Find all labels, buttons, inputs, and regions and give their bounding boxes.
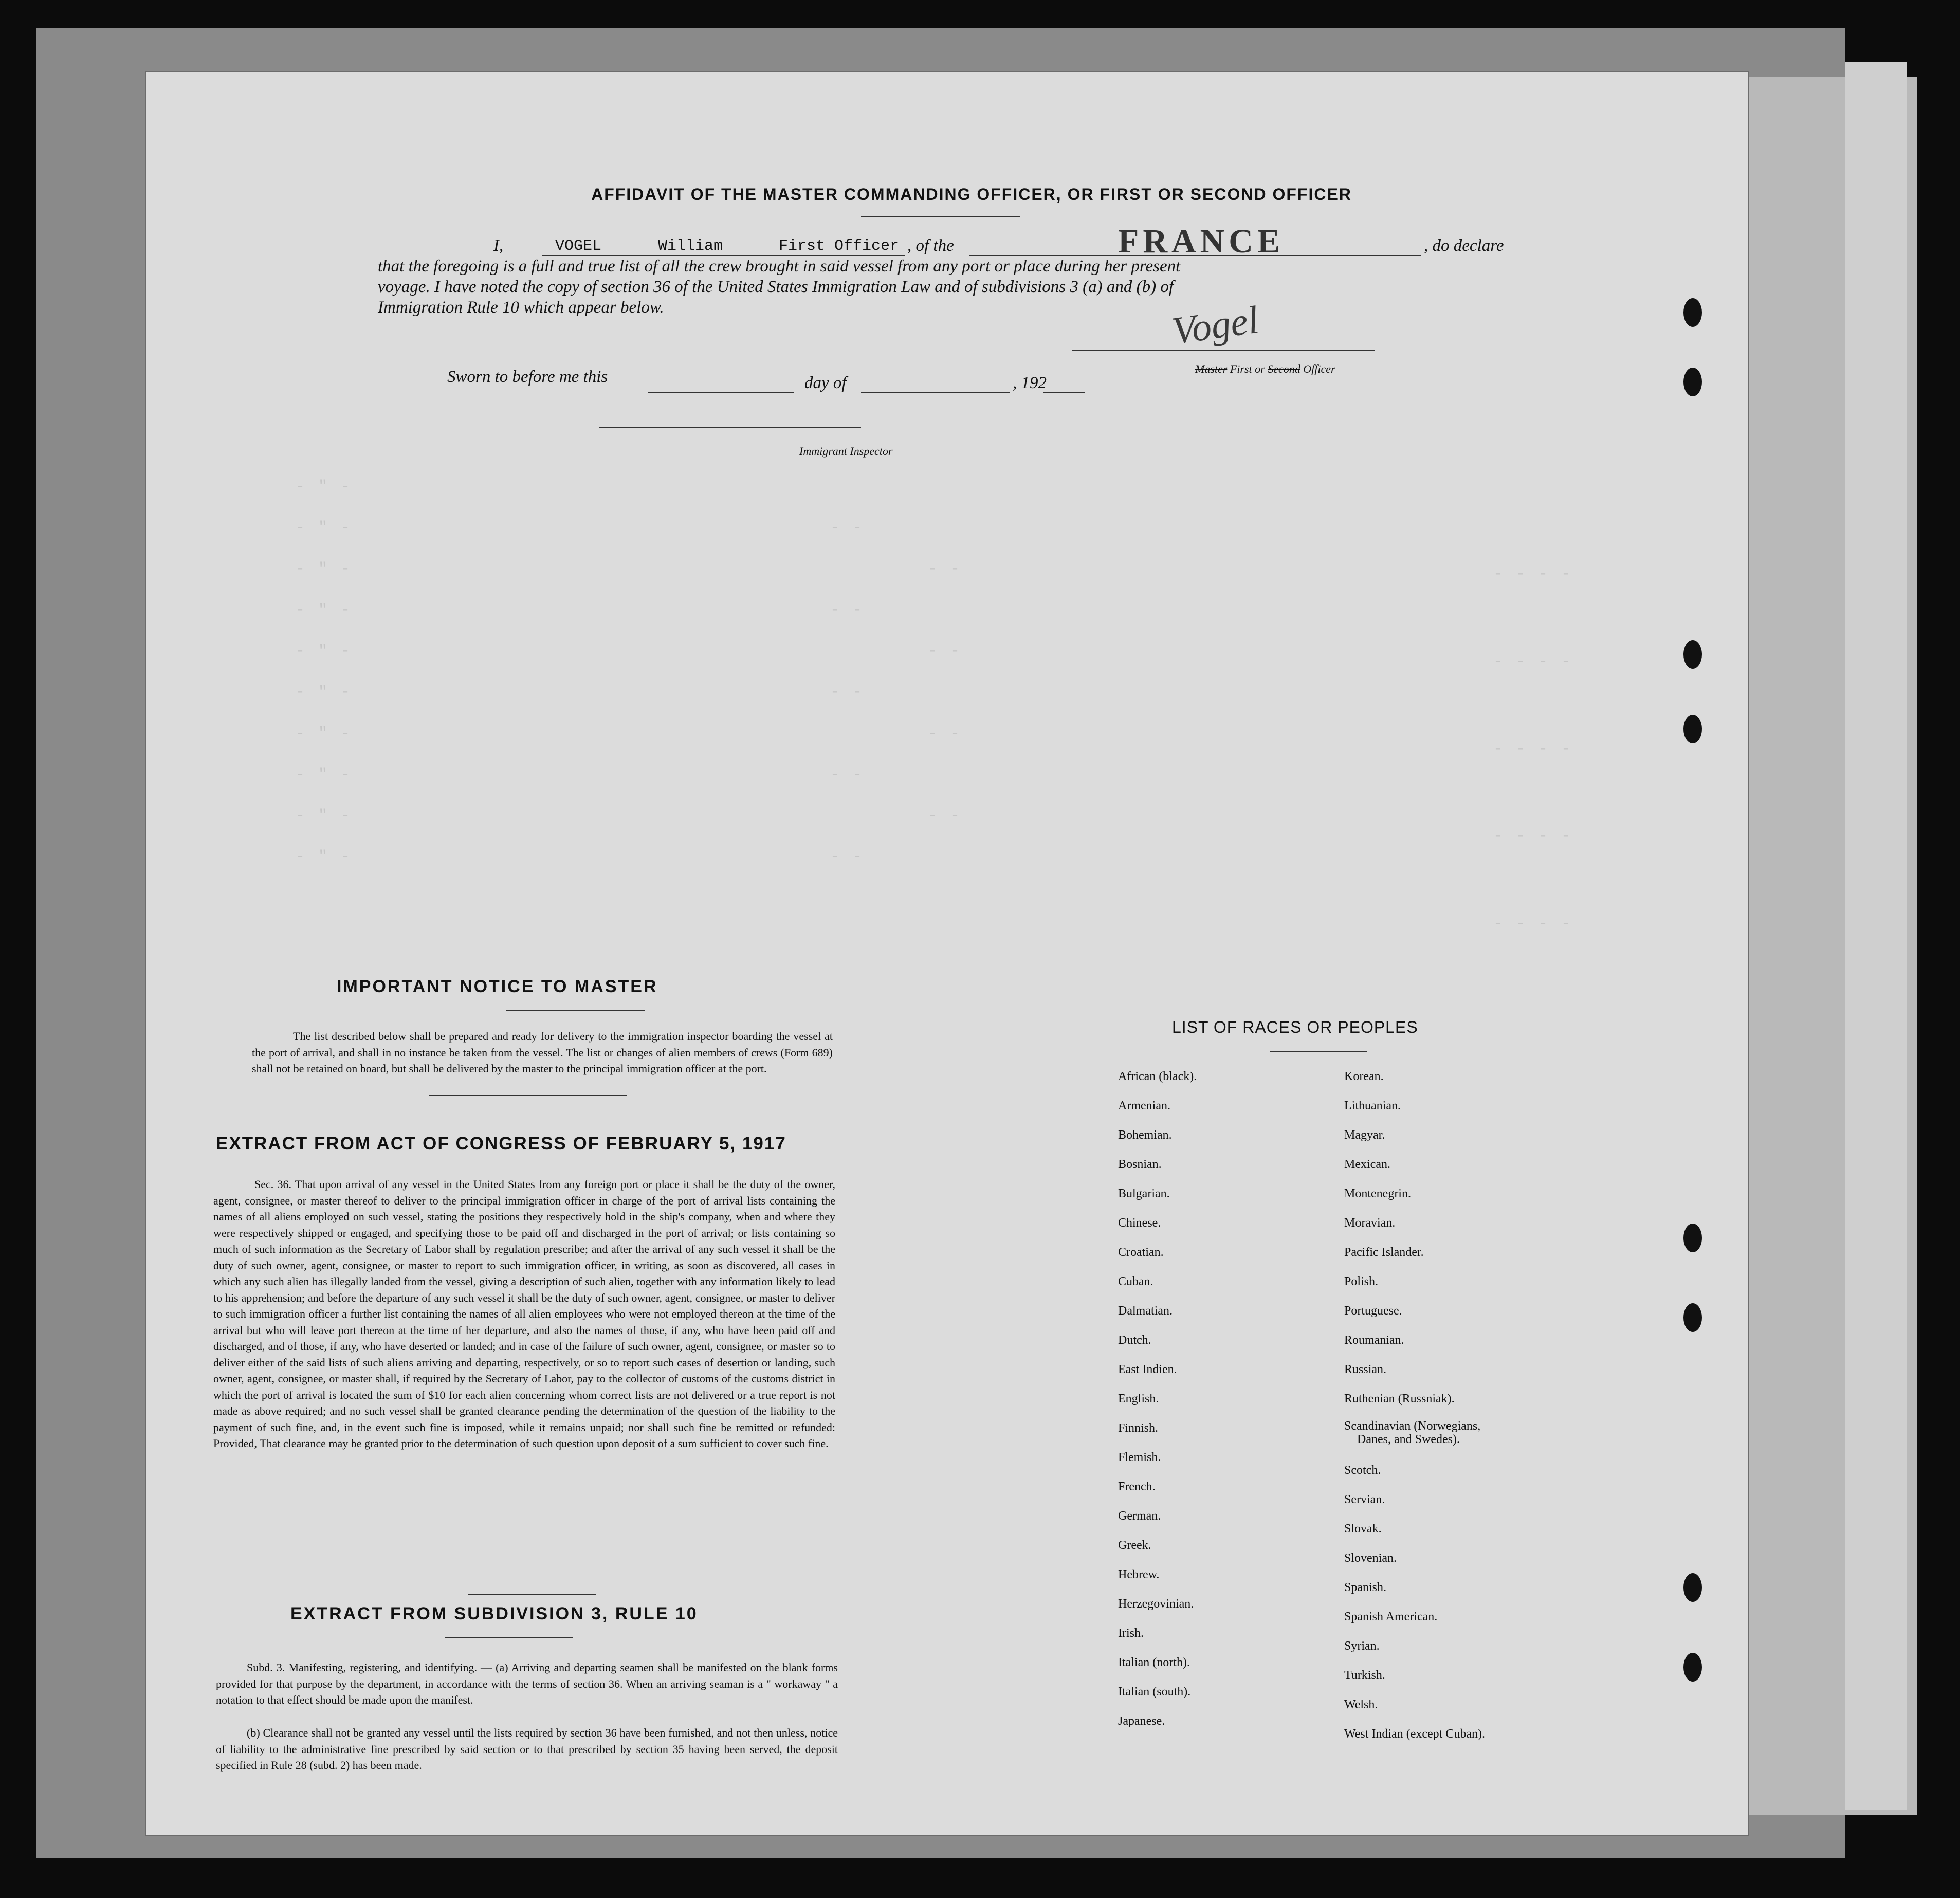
punch-hole — [1683, 368, 1702, 396]
race-item: Spanish American. — [1344, 1610, 1438, 1623]
inspector-signature-line — [599, 427, 861, 428]
sworn-year-line — [1043, 392, 1085, 393]
race-item: Hebrew. — [1118, 1568, 1160, 1581]
officer-surname: VOGEL — [555, 238, 602, 255]
notice-divider — [429, 1095, 627, 1096]
punch-hole — [1683, 1224, 1702, 1252]
race-item: Moravian. — [1344, 1216, 1396, 1230]
race-item: Chinese. — [1118, 1216, 1161, 1230]
race-item: Korean. — [1344, 1070, 1384, 1083]
race-item: German. — [1118, 1509, 1161, 1523]
name-field-line — [542, 255, 905, 256]
signature-line — [1072, 350, 1375, 351]
officer-signature: Vogel — [1169, 298, 1261, 353]
race-item: French. — [1118, 1480, 1156, 1493]
declaration-line-2: that the foregoing is a full and true list of all the crew brought in said vessel from any port or place during her present — [378, 257, 1181, 276]
title-underline — [861, 216, 1020, 217]
race-item: Dutch. — [1118, 1334, 1151, 1347]
declaration-line-3: voyage. I have noted the copy of section 36 of the United States Immigration Law and of subdivisions 3 (a) and (b) of — [378, 278, 1174, 296]
year-text: , 192 — [1013, 374, 1047, 392]
do-declare-text: , do declare — [1424, 236, 1504, 255]
vessel-field-line — [969, 255, 1421, 256]
race-item: Italian (south). — [1118, 1685, 1191, 1699]
race-item: Herzegovinian. — [1118, 1597, 1194, 1611]
race-item: Italian (north). — [1118, 1656, 1190, 1669]
punch-hole — [1683, 1303, 1702, 1332]
race-item: Finnish. — [1118, 1421, 1159, 1435]
race-item: Japanese. — [1118, 1714, 1165, 1728]
caption-officer: Officer — [1303, 362, 1335, 375]
race-item: Magyar. — [1344, 1128, 1385, 1142]
race-item: Slovak. — [1344, 1522, 1382, 1536]
notice-heading-underline — [506, 1010, 645, 1011]
race-item: Polish. — [1344, 1275, 1379, 1288]
officer-rank: First Officer — [779, 238, 900, 255]
act-divider — [468, 1594, 596, 1595]
underlying-page-edge — [1845, 62, 1907, 1810]
punch-hole — [1683, 1573, 1702, 1602]
rule10-body-b: (b) Clearance shall not be granted any vessel until the lists required by section 36 have been furnished, and not then unless, notice of liability to the administrative fine prescribed by said section or to that prescribed by section 35 having been served, the deposit specified in Rule 28 (subd. 2) has been made. — [216, 1726, 838, 1772]
sworn-month-line — [861, 392, 1010, 393]
races-heading-underline — [1270, 1051, 1367, 1052]
punch-hole — [1683, 715, 1702, 743]
race-item: Turkish. — [1344, 1669, 1385, 1682]
punch-hole — [1683, 298, 1702, 327]
day-of-text: day of — [804, 374, 847, 392]
race-item: East Indien. — [1118, 1363, 1177, 1376]
act-heading: EXTRACT FROM ACT OF CONGRESS OF FEBRUARY 5, 1917 — [216, 1134, 786, 1154]
punch-hole — [1683, 1653, 1702, 1682]
race-item: Montenegrin. — [1344, 1187, 1411, 1200]
officer-given-name: William — [658, 238, 723, 255]
notice-body: The list described below shall be prepared and ready for delivery to the immigration inspector boarding the vessel at the port of arrival, and shall in no instance be taken from the vessel. The list or changes of alien members of crews (Form 689) shall not be retained on board, but shall be delivered by the master to the principal immigration officer at the port. — [252, 1030, 833, 1075]
caption-strike-master: Master — [1195, 362, 1228, 375]
race-item: Scotch. — [1344, 1464, 1381, 1477]
race-item: English. — [1118, 1392, 1159, 1406]
race-item: Bosnian. — [1118, 1158, 1162, 1171]
race-item: Slovenian. — [1344, 1552, 1397, 1565]
race-item: Mexican. — [1344, 1158, 1390, 1171]
race-item: Greek. — [1118, 1539, 1151, 1552]
races-heading: LIST OF RACES OR PEOPLES — [1172, 1018, 1418, 1036]
of-the-text: , of the — [907, 236, 954, 255]
sworn-date-line — [648, 392, 794, 393]
sworn-text: Sworn to before me this — [447, 368, 608, 386]
race-item: Bohemian. — [1118, 1128, 1172, 1142]
race-item: Russian. — [1344, 1363, 1387, 1376]
race-item: Armenian. — [1118, 1099, 1170, 1112]
race-item: Servian. — [1344, 1493, 1385, 1506]
signature-caption — [1195, 362, 1335, 376]
race-item: Croatian. — [1118, 1246, 1164, 1259]
act-body: Sec. 36. That upon arrival of any vessel in the United States from any foreign port or place it shall be the duty of the owner, agent, consignee, or master thereof to deliver to the principal immigration officer in charge of the port of arrival lists containing the names of all aliens employed on such vessel, stating the positions they respectively hold in the ship's company, when and where they were respectively shipped or engaged, and specifying those to be paid off and discharged in the port of arrival; or lists containing so much of such information as the Secretary of Labor shall by regulation prescribe; and after the arrival of any such vessel it shall be the duty of such owner, agent, consignee, or master to report to such immigration officer, in writing, as soon as discovered, all cases in which any such alien has illegally landed from the vessel, giving a description of such alien, together with any information likely to lead to his apprehension; and before the departure of any such vessel it shall be the duty of such owner, agent, consignee, or master to deliver to such immigration officer a further list containing the names of all alien employees who were not employed thereon at the time of the arrival but who will leave port thereon at the time of her departure, and also the names of those, if any, who have been paid off and discharged, and of those, if any, who have deserted or landed; and in case of the failure of such owner, agent, consignee, or master so to deliver either of the said lists of such aliens arriving and departing, respectively, or so to report such cases of desertion or landing, such owner, agent, consignee, or master shall, if required by the Secretary of Labor, pay to the collector of customs of the customs district in which the port of arrival is located the sum of $10 for each alien concerning whom correct lists are not delivered or a true report is not made as above required; and no such vessel shall be granted clearance pending the determination of the question of the liability to the payment of such fine, and, in the event such fine is imposed, while it remains unpaid; nor shall such fine be remitted or refunded: Provided, That clearance may be granted prior to the determination of such question upon deposit of a sum sufficient to cover such fine. — [213, 1178, 835, 1450]
declaration-line-4: Immigration Rule 10 which appear below. — [378, 298, 664, 317]
rule10-heading-underline — [445, 1637, 573, 1638]
affidavit-title: AFFIDAVIT OF THE MASTER COMMANDING OFFICER, OR FIRST OR SECOND OFFICER — [591, 185, 1352, 204]
inspector-caption: Immigrant Inspector — [799, 445, 893, 458]
race-item: Danes, and Swedes). — [1357, 1433, 1460, 1446]
race-item: Dalmatian. — [1118, 1304, 1173, 1318]
race-item: African (black). — [1118, 1070, 1197, 1083]
race-item: Irish. — [1118, 1627, 1144, 1640]
race-item: Syrian. — [1344, 1639, 1380, 1653]
race-item: Portuguese. — [1344, 1304, 1402, 1318]
caption-strike-second: Second — [1268, 362, 1300, 375]
rule10-heading: EXTRACT FROM SUBDIVISION 3, RULE 10 — [290, 1604, 698, 1623]
punch-hole — [1683, 640, 1702, 669]
race-item: Scandinavian (Norwegians, — [1344, 1419, 1481, 1433]
vessel-name-stamp: FRANCE — [1118, 223, 1284, 260]
race-item: Cuban. — [1118, 1275, 1153, 1288]
race-item: Bulgarian. — [1118, 1187, 1170, 1200]
race-item: Spanish. — [1344, 1581, 1387, 1594]
rule10-body-a: Subd. 3. Manifesting, registering, and identifying. — (a) Arriving and departing seamen shall be manifested on the blank forms provided for that purpose by the department, in accordance with the terms of section 36. When an arriving seaman is a " workaway " a notation to that effect should be made upon the manifest. — [216, 1661, 838, 1706]
race-item: Roumanian. — [1344, 1334, 1404, 1347]
manifest-page: - " - - " - - " - - " - - " - - " - - " - - " - - " - - " - - - - - - - - - - - - - - - - - - - - - - - - - - - - - - - - - - - - - - - AFFIDAVIT OF THE MASTER COMMANDING OFFICER, OR FIRST OR SECOND OFFICER I, VOGEL William First Officer , of the FRANCE , do declare that the foregoing is a full and true list of all the crew brought in said vessel from any port or place during her present voyage. I have noted the copy of section 36 of the United States Immigration Law and of subdivisions 3 (a) and (b) of Immigration Rule 10 which appear below. Vogel Master First or Second Officer Sworn to before me this day of , 192 Immigrant Inspector IMPORTANT NOTICE TO MASTER The list described below shall be prepared and ready for delivery to the immigration inspector boarding the vessel at the port of arrival, and shall in no instance be taken from the vessel. The list or changes of alien members of crews (Form 689) shall not be retained on board, but shall be delivered by the master to the principal immigration officer at the port. EXTRACT FROM ACT OF CONGRESS OF FEBRUARY 5, 1917 Sec. 36. That upon arrival of any vessel in the United States from any foreign port or place it shall be the duty of the owner, agent, consignee, or master thereof to deliver to the principal immigration officer in charge of the port of arrival lists containing the names of all aliens employed on such vessel, stating the positions they respectively hold in the ship's company, when and where they were respectively shipped or engaged, and specifying those to be paid off and discharged in the port of arrival; or lists containing so much of such information as the Secretary of Labor shall by regulation prescribe; and after the arrival of any such vessel it shall be the duty of such owner, agent, consignee, or master to report to such immigration officer, in writing, as soon as discovered, all cases in which any such alien has illegally landed from the vessel, giving a description of such alien, together with any information likely to lead to his apprehension; and before the departure of any such vessel it shall be the duty of such owner, agent, consignee, or master to deliver to such immigration officer a further list containing the names of all alien employees who were not employed thereon at the time of the arrival but who will leave port thereon at the time of her departure, and also the names of those, if any, who have been paid off and discharged, and of those, if any, who have deserted or landed; and in case of the failure of such owner, agent, consignee, or master so to deliver either of the said lists of such aliens arriving and departing, respectively, or so to report such cases of desertion or landing, such owner, agent, consignee, or master shall, if required by the Secretary of Labor, pay to the collector of customs of the customs district in which the port of arrival is located the sum of $10 for each alien concerning whom correct lists are not delivered or a true report is not made as above required; and no such vessel shall be granted clearance pending the determination of the question of the liability to the payment of such fine, and, in the event such fine is imposed, while it remains unpaid; nor shall such fine be remitted or refunded: Provided, That clearance may be granted prior to the determination of such question upon deposit of a sum sufficient to cover such fine. EXTRACT FROM SUBDIVISION 3, RULE 10 Subd. 3. Manifesting, registering, and identifying. — (a) Arriving and departing seamen shall be manifested on the blank forms provided for that purpose by the department, in accordance with the terms of section 36. When an arriving seaman is a " workaway " a notation to that effect should be made upon the manifest. (b) Clearance shall not be granted any vessel until the lists required by section 36 have been furnished, and not then unless, notice of liability to the administrative fine prescribed by said section or to that prescribed by section 35 having been served, the deposit specified in Rule 28 (subd. 2) has been made. LIST OF RACES OR PEOPLES African (black). Armenian. Bohemian. Bosnian. Bulgarian. Chinese. Croatian. Cuban. Dalmatian. Dutch. East Indien. English. Finnish. Flemish. French. German. Greek. Hebrew. Herzegovinian. Irish. Italian (north). Italian (south). Japanese. Korean. Lithuanian. Magyar. Mexican. Montenegrin. Moravian. Pacific Islander. Polish. Portuguese. Roumanian. Russian. Ruthenian (Russniak). Scandinavian (Norwegians, Danes, and Swedes). Scotch. Servian. Slovak. Slovenian. Spanish. Spanish American. Syrian. Turkish. Welsh. West Indian (except Cuban). — [146, 72, 1748, 1835]
caption-first-or: First or — [1230, 362, 1265, 375]
race-item: Pacific Islander. — [1344, 1246, 1424, 1259]
race-item: Lithuanian. — [1344, 1099, 1401, 1112]
notice-heading: IMPORTANT NOTICE TO MASTER — [337, 977, 658, 996]
declarant-pronoun: I, — [493, 236, 504, 255]
race-item: West Indian (except Cuban). — [1344, 1727, 1485, 1741]
race-item: Welsh. — [1344, 1698, 1378, 1711]
race-item: Ruthenian (Russniak). — [1344, 1392, 1455, 1406]
race-item: Flemish. — [1118, 1451, 1161, 1464]
